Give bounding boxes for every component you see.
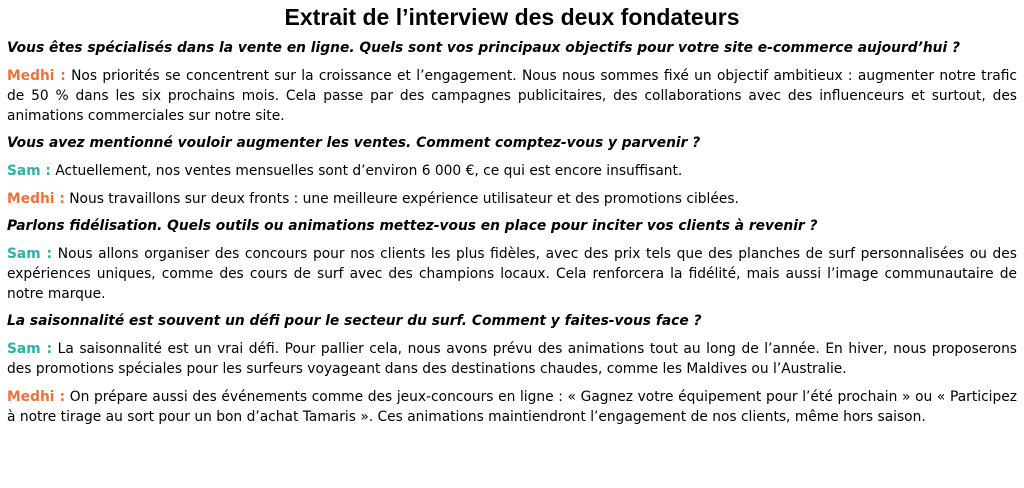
- answer-1: [7, 66, 1017, 126]
- answer-5: [7, 339, 1017, 379]
- answer-3: [7, 189, 1017, 209]
- speaker-label: Medhi :: [7, 68, 66, 84]
- question-4: La saisonnalité est souvent un défi pour le secteur du surf. Comment y faites-vous face ?: [7, 313, 702, 329]
- interview-page: [0, 3, 1024, 488]
- answer-text: Nos priorités se concentrent sur la croissance et l’engagement. Nous nous sommes fixé un objectif ambitieux : augmenter notre trafic de 50 % dans les six prochains mois. Cela passe par des campagnes publicitaires, des collaborations avec des influenceurs et surtout, des animations commerciales sur notre site.: [7, 68, 1017, 124]
- speaker-label: Sam :: [7, 341, 53, 357]
- answer-text: Actuellement, nos ventes mensuelles sont d’environ 6 000 €, ce qui est encore insuffisant.: [50, 163, 683, 179]
- answer-text: La saisonnalité est un vrai défi. Pour pallier cela, nous avons prévu des animations tout au long de l’année. En hiver, nous proposerons des promotions spéciales pour les surfeurs voyageant dans des destinations chaudes, comme les Maldives ou l’Australie.: [7, 341, 1017, 377]
- speaker-label: Medhi :: [7, 191, 65, 207]
- page-title: Extrait de l’interview des deux fondateurs: [284, 4, 740, 30]
- answer-text: Nous travaillons sur deux fronts : une meilleure expérience utilisateur et des promotions ciblées.: [64, 191, 739, 207]
- question-3: Parlons fidélisation. Quels outils ou animations mettez-vous en place pour inciter vos clients à revenir ?: [7, 218, 818, 234]
- answer-text: On prépare aussi des événements comme des jeux-concours en ligne : « Gagnez votre équipement pour l’été prochain » ou « Participez à notre tirage au sort pour un bon d’achat Tamaris ». Ces animations maintiendront l’engagement de nos clients, même hors saison.: [7, 389, 1017, 425]
- speaker-label: Medhi :: [7, 389, 66, 405]
- answer-2: [7, 161, 1017, 181]
- question-1: Vous êtes spécialisés dans la vente en ligne. Quels sont vos principaux objectifs pour votre site e-commerce aujourd’hui ?: [7, 40, 960, 56]
- speaker-label: Sam :: [7, 246, 53, 262]
- answer-text: Nous allons organiser des concours pour nos clients les plus fidèles, avec des prix tels que des planches de surf personnalisées ou des expériences uniques, comme des cours de surf avec des champions locaux. Cela renforcera la fidélité, mais aussi l’image communautaire de notre marque.: [7, 246, 1017, 302]
- question-2: Vous avez mentionné vouloir augmenter les ventes. Comment comptez-vous y parvenir ?: [7, 135, 701, 151]
- answer-4: [7, 244, 1017, 304]
- answer-6: [7, 387, 1017, 427]
- speaker-label: Sam :: [7, 163, 51, 179]
